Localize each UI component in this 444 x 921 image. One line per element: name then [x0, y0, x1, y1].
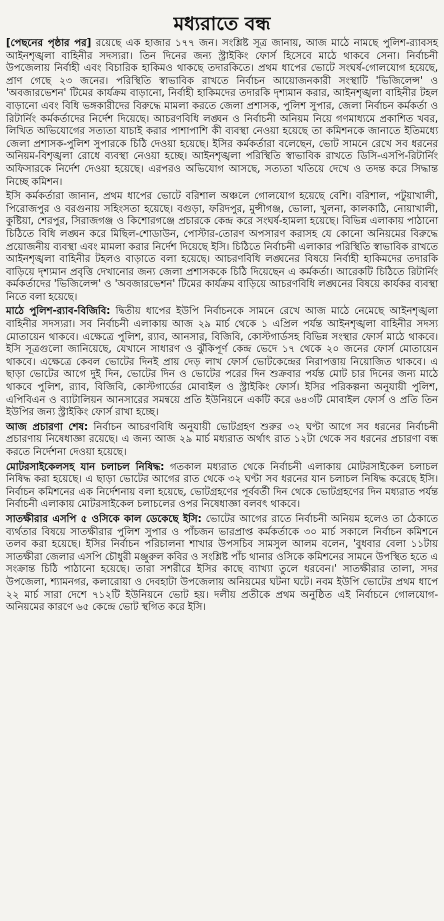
previous-article-fragment — [6, 0, 438, 10]
paragraph-text: গতকাল মধ্যরাত থেকে নির্বাচনী এলাকায় মোটরসাইকেল চলাচল নিষিদ্ধ করা হয়েছে। এ ছাড়া ভোটের আগের রাত থেকে ৩২ ঘণ্টা সব ধরনের যান চলাচল নিষিদ্ধ করেছে ইসি। নির্বাচন কমিশনের এক নির্দেশনায় বলা হয়েছে, ভোটগ্রহণের পূর্ববর্তী দিন থেকে ভোটগ্রহণের দিন মধ্যরাত পর্যন্ত নির্বাচনী এলাকায় মোটরসাইকেল চলাচলের ওপর নিষেধাজ্ঞা বলবৎ থাকবে। — [6, 461, 438, 511]
paragraph-text: ইসি কর্মকর্তারা জানান, প্রথম ধাপের ভোটে বরিশাল অঞ্চলে গোলযোগ হয়েছে বেশি। বরিশাল, পটুয়াখালী, পিরোজপুর ও বরগুনায় সহিংসতা হয়েছে। বগুড়া, ফরিদপুর, মুন্সীগঞ্জ, ভোলা, খুলনা, কালকাঠি, নোয়াখালী, কুষ্টিয়া, শেরপুর, সিরাজগঞ্জ ও কিশোরগঞ্জে প্রচারকে কেন্দ্র করে সংঘর্ষ-হামলা হয়েছে। বিভিন্ন এলাকায় পাঠানো চিঠিতে বিধি লঙ্ঘন করে মিছিল-শোডাউন, পোস্টার-তোরণ অপসারণ করাসহ যে কোনো অনিয়মের বিরুদ্ধে প্রয়োজনীয় ব্যবস্থা এবং মামলা করার নির্দেশ দিয়েছে ইসি। চিঠিতে নির্বাচনী এলাকার পরিস্থিতি স্বাভাবিক রাখতে আইনশৃঙ্খলা বাহিনীর টহলও বাড়াতে বলা হয়েছে। আচরণবিধি লঙ্ঘনের বিষয়ে নির্বাহী হাকিমদের তদারকি বাড়িয়ে দৃশ্যমান প্রবৃত্তি দেখানোর জন্য জেলা প্রশাসককে চিঠি দিয়েছেন এ কর্মকর্তা। আরেকটি চিঠিতে রিটার্নিং কর্মকর্তাদের 'ভিজিলেন্স' ও 'অবজারভেশন' টিমের কার্যক্রম বাড়িয়ে আচরণবিধি লঙ্ঘনের বিষয়ে কার্যকর ব্যবস্থা নিতে বলা হয়েছে। — [6, 191, 438, 303]
subheading-campaign-end: আজ প্রচারণা শেষ: — [6, 421, 88, 433]
subheading-forces: মাঠে পুলিশ-র‌্যাব-বিজিবি: — [6, 306, 111, 318]
paragraph-text: নির্বাচন আচরণবিধি অনুযায়ী ভোটগ্রহণ শুরুর ৩২ ঘণ্টা আগে সব ধরনের নির্বাচনী প্রচারণায় নিষেধাজ্ঞা রয়েছে। এ জন্য আজ ২৯ মার্চ মধ্যরাত অর্থাৎ রাত ১২টা থেকে সব ধরনের প্রচারণা বন্ধ করতে নির্দেশনা দেওয়া হয়েছে। — [6, 421, 438, 458]
subheading-satkhira: সাতক্ষীরার এসপি ৫ ওসিকে কাল ডেকেছে ইসি: — [6, 513, 202, 525]
continued-marker: [পেছনের পৃষ্ঠার পর] — [6, 38, 92, 49]
article-paragraph-5 — [6, 462, 438, 512]
article-paragraph-6 — [6, 514, 438, 615]
article-paragraph-4 — [6, 422, 438, 460]
paragraph-text: ভোটের আগের রাতে নির্বাচনী অনিয়ম হলেও তা ঠেকাতে ব্যর্থতার বিষয়ে সাতক্ষীরার পুলিশ সুপার ও পাঁচজন ভারপ্রাপ্ত কর্মকর্তাকে ৩০ মার্চ সকালে নির্বাচন কমিশনে তলব করা হয়েছে। ইসির নির্বাচন পরিচালনা শাখার উপসচিব সামসুল আলম বলেন, 'বুধবার বেলা ১১টায় সাতক্ষীরা জেলার এসপি চৌধুরী মঞ্জুরুল কবির ও সংশ্লিষ্ট পাঁচ থানার ওসিকে কমিশনের সামনে উপস্থিত হতে এ সংক্রান্ত চিঠি পাঠানো হয়েছে। তারা সশরীরে ইসির কাছে ব্যাখ্যা তুলে ধরবেন।' সাতক্ষীরার তালা, সদর উপজেলা, শ্যামনগর, কলারোয়া ও দেবহাটা উপজেলায় অনিয়মের ঘটনা ঘটে। নবম ইউপি ভোটের প্রথম ধাপে ২২ মার্চ সারা দেশে ৭১২টি ইউনিয়নে ভোট হয়। দলীয় প্রতীকে প্রথম অনুষ্ঠিত এই নির্বাচনে গোলযোগ-অনিয়মের কারণে ৬৫ কেন্দ্রে ভোট স্থগিত করে ইসি। — [6, 513, 438, 614]
article-paragraph-2 — [6, 191, 438, 304]
article-paragraph-3 — [6, 306, 438, 419]
subheading-vehicle-ban: মোটরসাইকেলসহ যান চলাচল নিষিদ্ধ: — [6, 461, 165, 473]
paragraph-text: দ্বিতীয় ধাপের ইউপি নির্বাচনকে সামনে রেখে আজ মাঠে নেমেছে আইনশৃঙ্খলা বাহিনীর সদস্যরা। সব নির্বাচনী এলাকায় আজ ২৯ মার্চ থেকে ১ এপ্রিল পর্যন্ত আইনশৃঙ্খলা বাহিনীর সদস্য মোতায়েন থাকবে। এক্ষেত্রে পুলিশ, র‌্যাব, আনসার, বিজিবি, কোস্টগার্ডসহ বিভিন্ন সংস্থার ফোর্স মাঠে থাকবে। ইসি সূত্রগুলো জানিয়েছে, যেখানে সাধারণ ও ঝুঁকিপূর্ণ কেন্দ্র ভেদে ১৭ থেকে ২০ জনের ফোর্স মোতায়েন থাকবে। এক্ষেত্রে কেবল ভোটের দিনই প্রায় দেড় লাখ ফোর্স ভোটকেন্দ্রের নিরাপত্তায় নিয়োজিত থাকবে। এ ছাড়া ভোটের আগে দুই দিন, ভোটের দিন ও ভোটের পরের দিন শুক্রবার পর্যন্ত মোট চার দিনের জন্য মাঠে থাকবে পুলিশ, র‌্যাব, বিজিবি, কোস্টগার্ডের মোবাইল ও স্ট্রাইকিং ফোর্স। ইসির পরিকল্পনা অনুযায়ী পুলিশ, এপিবিএন ও ব্যাটালিয়ন আনসারের সমন্বয়ে প্রতি ইউনিয়নে একটি করে ৬৪৩টি মোবাইল ফোর্স ও প্রতি তিন ইউপির জন্য স্ট্রাইকিং ফোর্স রাখা হচ্ছে। — [6, 306, 438, 419]
article-paragraph-1 — [6, 38, 438, 189]
headline: মধ্যরাতে বন্ধ — [173, 13, 271, 35]
paragraph-text: রয়েছে এক হাজার ১৭৭ জন। সংশ্লিষ্ট সূত্র জানায়, আজ মাঠে নামছে পুলিশ-র‌্যাবসহ আইনশৃঙ্খলা বাহিনীর সদস্যরা। তিন দিনের জন্য স্ট্রাইকিং ফোর্স হিসেবে মাঠে থাকবে সেনা। নির্বাচনী উপজেলায় নির্বাহী এবং বিচারিক হাকিমও থাকছে তদারকিতে। প্রথম ধাপের ভোটে সংঘর্ষ-গোলযোগ হয়েছে, প্রাণ গেছে ২৩ জনের। পরিস্থিতি স্বাভাবিক রাখতে নির্বাচন আয়োজনকারী সংস্থাটি 'ভিজিলেন্স' ও 'অবজারভেশন' টিমের কার্যক্রম বাড়ানো, নির্বাহী হাকিমদের তদারকি দৃশ্যমান করার, আইনশৃঙ্খলা বাহিনীর টহল বাড়ানো এবং বিধি ভঙ্গকারীদের বিরুদ্ধে মামলা করতে জেলা প্রশাসক, পুলিশ সুপার, জেলা নির্বাচন কর্মকর্তা ও রিটার্নিং কর্মকর্তাদের নির্দেশ দিয়েছে। আচরণবিধি লঙ্ঘন ও নির্বাচনী অনিয়ম নিয়ে গণমাধ্যমে প্রকাশিত খবর, লিখিত অভিযোগের সত্যতা যাচাই করার পাশাপাশি কী ব্যবস্থা নেওয়া হয়েছে তা কমিশনকে জানাতে ইতিমধ্যে জেলা প্রশাসক-পুলিশ সুপারকে চিঠি দেওয়া হয়েছে। ইসির কর্মকর্তারা বলেছেন, ভোট সামনে রেখে সব ধরনের অনিয়ম-বিশৃঙ্খলা রোধে ব্যবস্থা নেওয়া হচ্ছে। আইনশৃঙ্খলা পরিস্থিতি স্বাভাবিক রাখতে ডিসি-এসপি-রিটার্নিং অফিসারকে নির্দেশ দেওয়া হয়েছে। এরপরও অভিযোগ আসছে, সত্যতা খতিয়ে দেখে ও তদন্ত করে সিদ্ধান্ত নিচ্ছে কমিশন। — [6, 38, 439, 188]
